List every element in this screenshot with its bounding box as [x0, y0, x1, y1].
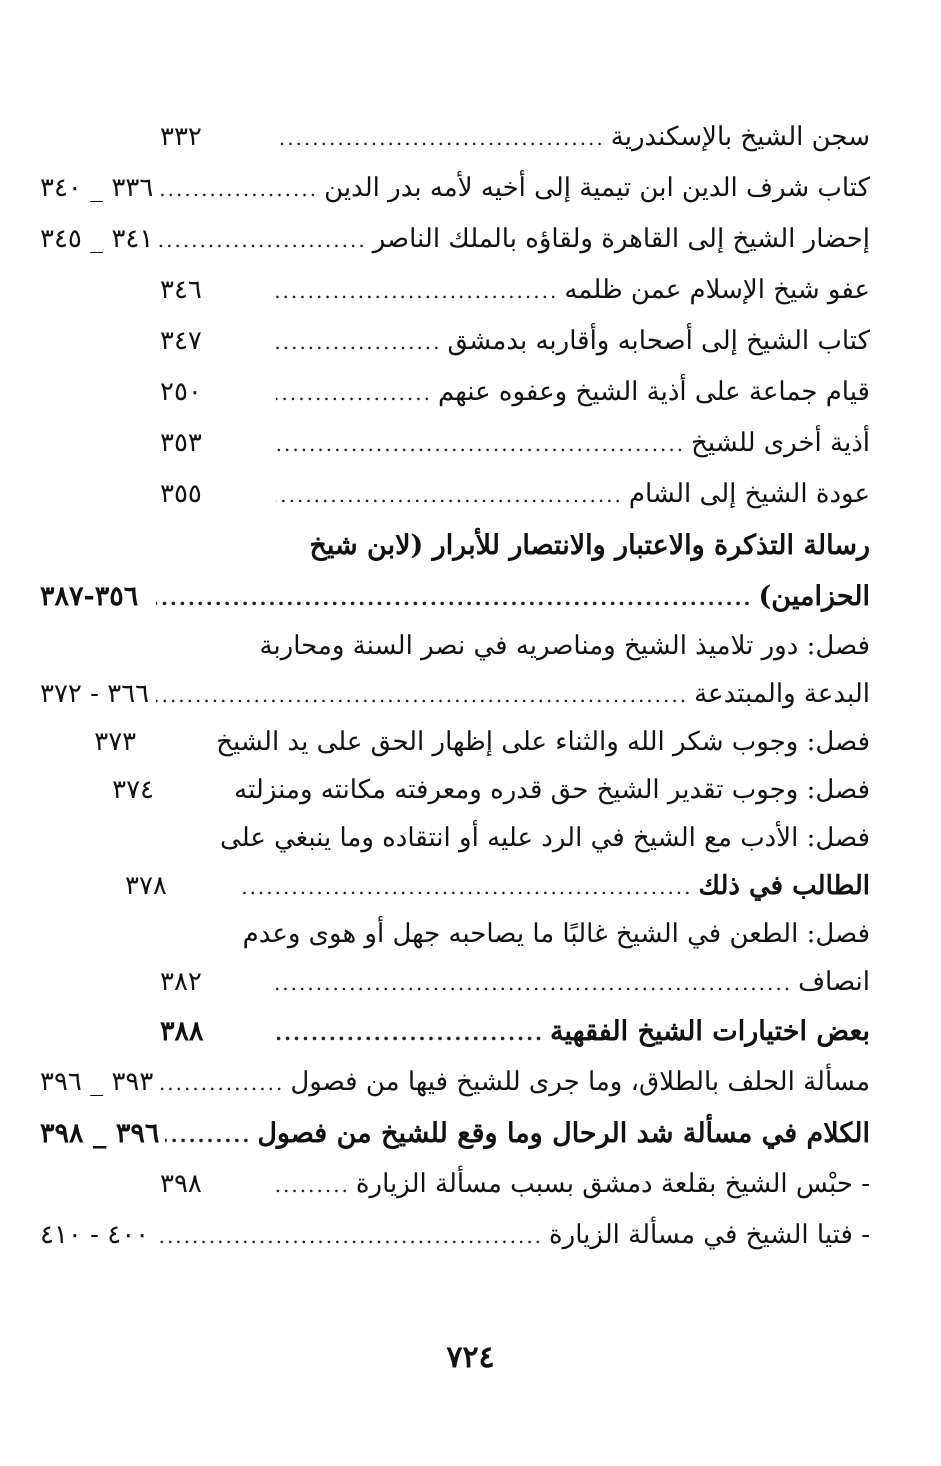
toc-entry-title: فصل: وجوب شكر الله والثناء على إظهار الحق على يد الشيخ: [216, 727, 870, 757]
toc-entry-title-cont: البدعة والمبتدعة: [694, 679, 870, 709]
toc-entry-title: أذية أخرى للشيخ: [691, 428, 870, 458]
toc-entry-pages: ٣٨٢: [160, 967, 202, 997]
toc-entry-title: - حبْس الشيخ بقلعة دمشق بسبب مسألة الزيارة: [355, 1169, 870, 1199]
toc-entry: [40, 418, 870, 469]
toc-entry-title: كتاب الشيخ إلى أصحابه وأقاربه بدمشق: [447, 326, 870, 356]
toc-entry-heading: [40, 520, 870, 571]
toc-entry-title: فصل: دور تلاميذ الشيخ ومناصريه في نصر السنة ومحاربة: [259, 631, 870, 661]
toc-entry-title: فصل: وجوب تقدير الشيخ حق قدره ومعرفته مكانته ومنزلته: [234, 775, 870, 805]
toc-entry-heading: [40, 814, 870, 862]
toc-entry-heading: [40, 910, 870, 958]
toc-entry: [40, 1006, 870, 1057]
dot-leader: [276, 419, 685, 470]
toc-entry: [40, 316, 870, 367]
toc-entry-continuation: [40, 670, 870, 718]
toc-entry-pages: ٣٧٨: [125, 871, 167, 901]
toc-entry: [40, 766, 870, 814]
toc-entry-title-cont: الطالب في ذلك: [698, 871, 870, 901]
page-number: ٧٢٤: [446, 1340, 495, 1375]
toc-entry: [40, 718, 870, 766]
toc-entry-pages: ٣٧٤: [112, 775, 155, 805]
toc-entry-continuation: [40, 862, 870, 910]
dot-leader: [276, 113, 605, 164]
toc-entry-pages: ٣٣٦ _ ٣٤٠: [40, 173, 154, 203]
toc-entry-title: رسالة التذكرة والاعتبار والانتصار للأبرار (لابن شيخ: [309, 530, 870, 561]
toc-entry-title: قيام جماعة على أذية الشيخ وعفوه عنهم: [437, 377, 870, 407]
dot-leader: [276, 959, 792, 1007]
toc-entry-title: فصل: الطعن في الشيخ غالبًا ما يصاحبه جهل أو هوى وعدم: [242, 919, 870, 949]
dot-leader: [165, 1110, 251, 1161]
toc-entry-title: إحضار الشيخ إلى القاهرة ولقاؤه بالملك الناصر: [372, 224, 870, 254]
toc-entry-pages: ٣٩٣ _ ٣٩٦: [40, 1067, 154, 1097]
toc-entry-title: عودة الشيخ إلى الشام: [628, 479, 870, 509]
toc-entry-pages: ٣٥٣: [160, 428, 202, 458]
toc-entry-pages: ٣٥٦-٣٨٧: [40, 581, 139, 612]
dot-leader: [276, 1008, 544, 1059]
toc-entry-continuation: [40, 958, 870, 1006]
toc-entry: [40, 1210, 870, 1261]
toc-entry-pages: ٣٩٨: [160, 1169, 202, 1199]
toc-entry: [40, 1057, 870, 1108]
dot-leader: [159, 215, 366, 266]
toc-entry-pages: ٣٤١ _ ٣٤٥: [40, 224, 154, 254]
toc-entry-pages: ٣٦٦ - ٣٧٢: [40, 679, 150, 709]
toc-entry-title: عفو شيخ الإسلام عمن ظلمه: [564, 275, 870, 305]
dot-leader: [156, 573, 753, 624]
dot-leader: [276, 470, 623, 521]
table-of-contents: [40, 112, 870, 1261]
toc-entry-continuation: [40, 571, 870, 622]
dot-leader: [156, 1211, 543, 1262]
dot-leader: [276, 266, 558, 317]
dot-leader: [276, 317, 442, 368]
dot-leader: [276, 1160, 350, 1211]
toc-entry-pages: ٣٨٨: [160, 1016, 204, 1047]
toc-entry-pages: ٣٧٣: [94, 727, 137, 757]
toc-entry: [40, 163, 870, 214]
toc-entry-title: - فتيا الشيخ في مسألة الزيارة: [549, 1220, 870, 1250]
toc-entry-title-cont: انصاف: [798, 967, 870, 997]
toc-entry-pages: ٣٥٥: [160, 479, 202, 509]
toc-entry-pages: ٤٠٠ - ٤١٠: [40, 1220, 150, 1250]
toc-entry-pages: ٣٣٢: [160, 122, 202, 152]
toc-entry: [40, 1159, 870, 1210]
toc-entry: [40, 1108, 870, 1159]
toc-entry: [40, 214, 870, 265]
toc-entry-title-cont: الحزامين): [758, 581, 870, 612]
toc-entry-pages: ٢٥٠: [160, 377, 202, 407]
dot-leader: [241, 863, 693, 911]
toc-entry: [40, 112, 870, 163]
toc-entry-title: كتاب شرف الدين ابن تيمية إلى أخيه لأمه بدر الدين: [324, 173, 870, 203]
toc-entry: [40, 265, 870, 316]
dot-leader: [159, 1058, 284, 1109]
toc-entry: [40, 469, 870, 520]
toc-entry: [40, 367, 870, 418]
toc-entry-heading: [40, 622, 870, 670]
dot-leader: [159, 164, 318, 215]
dot-leader: [276, 368, 432, 419]
toc-entry-pages: ٣٤٧: [160, 326, 202, 356]
toc-entry-title: الكلام في مسألة شد الرحال وما وقع للشيخ من فصول: [257, 1118, 870, 1149]
dot-leader: [156, 671, 688, 719]
toc-entry-title: مسألة الحلف بالطلاق، وما جرى للشيخ فيها من فصول: [290, 1067, 870, 1097]
toc-entry-pages: ٣٩٦ _ ٣٩٨: [40, 1118, 160, 1149]
toc-entry-pages: ٣٤٦: [160, 275, 202, 305]
toc-entry-title: فصل: الأدب مع الشيخ في الرد عليه أو انتقاده وما ينبغي على: [220, 823, 870, 853]
toc-entry-title: سجن الشيخ بالإسكندرية: [610, 122, 870, 152]
toc-entry-title: بعض اختيارات الشيخ الفقهية: [550, 1016, 870, 1047]
